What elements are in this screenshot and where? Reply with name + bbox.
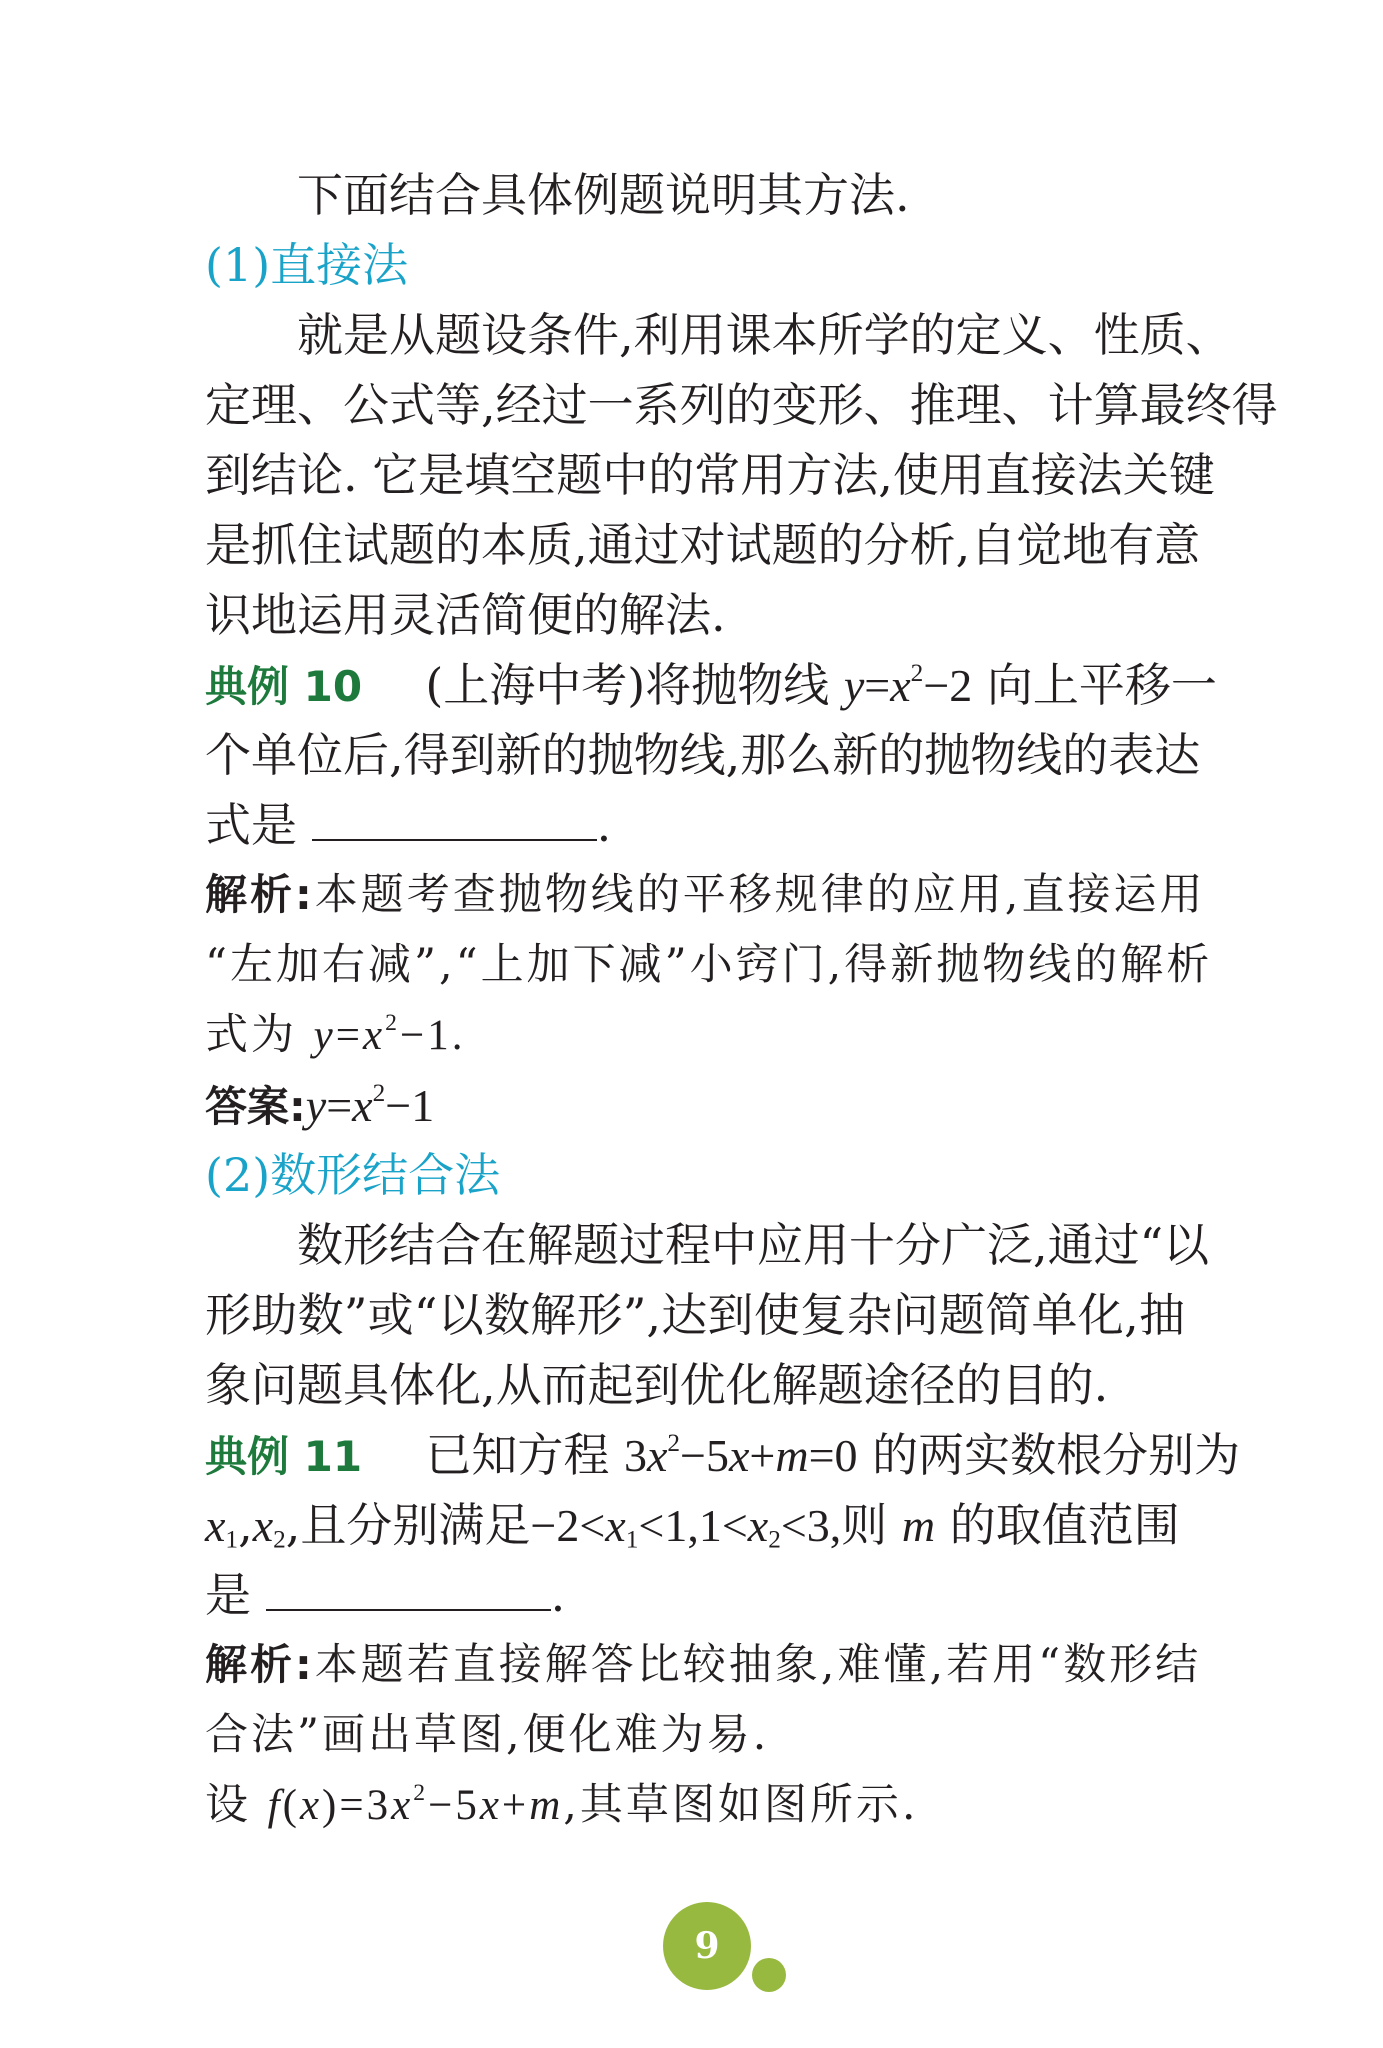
solution11-f: f — [267, 1782, 283, 1829]
solution11-exp: 2 — [413, 1780, 429, 1807]
example11-sub2: 2 — [273, 1525, 286, 1554]
example10-line3-text: 式是 — [205, 798, 297, 852]
section1-para-line: 到结论. 它是填空题中的常用方法,使用直接法关键 — [205, 448, 1215, 502]
solution10-line — [205, 860, 1206, 930]
example10-x: x — [890, 660, 911, 711]
example10-rest: 向上平移一 — [986, 658, 1217, 712]
example11-x1: x — [205, 1500, 226, 1551]
example11-cond-a: −2< — [530, 1500, 606, 1551]
example10-y: y — [843, 660, 865, 711]
solution11-paren-close: ) — [322, 1782, 340, 1829]
page-number-dot — [752, 1958, 786, 1992]
example10-eq: = — [864, 660, 891, 711]
solution10-text: 本题考查抛物线的平移规律的应用,直接运用 — [314, 870, 1206, 920]
example10-exp: 2 — [910, 658, 924, 687]
example11-minus5: −5 — [680, 1430, 729, 1481]
example10-tail: −2 — [923, 660, 973, 711]
example11-x1: x — [605, 1500, 626, 1551]
solution10-line: “左加右减”,“上加下减”小窍门,得新抛物线的解析 — [205, 940, 1213, 990]
solution10-eq: = — [335, 1012, 364, 1059]
solution11-paren-open: ( — [282, 1782, 300, 1829]
example11-exp: 2 — [667, 1428, 681, 1457]
example11-x: x — [728, 1430, 750, 1481]
answer-blank — [266, 1565, 551, 1611]
example11-x2: x — [252, 1500, 274, 1551]
solution11-eq: =3 — [339, 1782, 392, 1829]
solution10-line — [205, 1000, 1185, 1070]
solution10-tail: −1. — [399, 1012, 466, 1059]
example11-question-line — [205, 1490, 1185, 1560]
example10-question-line — [205, 650, 1217, 720]
solution11-label: 解析: — [205, 1640, 315, 1689]
solution11-post: ,其草图如图所示. — [563, 1780, 919, 1830]
answer10-eq: = — [326, 1080, 353, 1131]
answer10-tail: −1 — [385, 1080, 435, 1131]
solution11-pre: 设 — [205, 1780, 251, 1830]
example11-pre: 已知方程 — [425, 1428, 610, 1482]
solution10-x: x — [363, 1012, 386, 1059]
example11-cond-b: <1,1< — [638, 1500, 748, 1551]
section-heading-number-shape-method: (2)数形结合法 — [205, 1148, 501, 1202]
solution11-line — [205, 1630, 1202, 1700]
example10-question-line — [205, 790, 1185, 860]
example11-line3-text: 是 — [205, 1568, 251, 1622]
example11-x2: x — [747, 1500, 769, 1551]
page-number-badge: 9 — [663, 1902, 751, 1990]
example11-sub2: 2 — [768, 1525, 781, 1554]
example10-label: 典例 10 — [205, 662, 363, 711]
answer10-exp: 2 — [372, 1078, 386, 1107]
solution11-fx: x — [299, 1782, 323, 1829]
answer10-line — [205, 1070, 1185, 1140]
section1-para-line: 是抓住试题的本质,通过对试题的分析,自觉地有意 — [205, 518, 1201, 572]
example11-question-line — [205, 1560, 1185, 1630]
solution11-line: 合法”画出草图,便化难为易. — [205, 1710, 770, 1760]
example11-label: 典例 11 — [205, 1432, 363, 1481]
solution10-prefix: 式为 — [205, 1010, 297, 1060]
solution11-x2: x — [479, 1782, 502, 1829]
example11-tail: 的取值范围 — [949, 1498, 1180, 1552]
example10-period: . — [596, 798, 612, 852]
solution11-x: x — [391, 1782, 414, 1829]
solution10-exp: 2 — [385, 1010, 400, 1037]
solution11-text: 本题若直接解答比较抽象,难懂,若用“数形结 — [314, 1640, 1202, 1690]
intro-paragraph: 下面结合具体例题说明其方法. — [297, 168, 910, 222]
example11-question-line — [205, 1420, 1241, 1490]
example11-cond-c: <3,则 — [780, 1500, 888, 1551]
section1-para-line: 识地运用灵活简便的解法. — [205, 588, 726, 642]
example11-eq0: =0 — [808, 1430, 858, 1481]
solution11-plus: + — [501, 1782, 530, 1829]
example11-period: . — [550, 1568, 566, 1622]
example10-source: (上海中考)将抛物线 — [425, 658, 830, 712]
solution10-y: y — [313, 1012, 336, 1059]
example11-post: 的两实数根分别为 — [872, 1428, 1241, 1482]
answer-blank — [312, 795, 597, 841]
section1-para-line: 定理、公式等,经过一系列的变形、推理、计算最终得 — [205, 378, 1278, 432]
example11-sub1: 1 — [225, 1525, 239, 1554]
example11-cond-pre: ,且分别满足 — [285, 1498, 531, 1552]
example11-sub1: 1 — [625, 1525, 639, 1554]
solution11-m: m — [529, 1782, 564, 1829]
answer10-label: 答案: — [205, 1082, 306, 1131]
example11-plus: + — [749, 1430, 776, 1481]
example11-comma: , — [238, 1498, 253, 1552]
solution10-label: 解析: — [205, 870, 315, 919]
example11-m2: m — [901, 1500, 936, 1551]
section2-para-line: 形助数”或“以数解形”,达到使复杂问题简单化,抽 — [205, 1288, 1185, 1342]
section1-para-line: 就是从题设条件,利用课本所学的定义、性质、 — [297, 308, 1232, 362]
example11-m: m — [775, 1430, 809, 1481]
solution11-line — [205, 1770, 1185, 1840]
example11-x: x — [646, 1430, 668, 1481]
solution11-minus: −5 — [428, 1782, 480, 1829]
example10-question-line: 个单位后,得到新的抛物线,那么新的抛物线的表达 — [205, 728, 1201, 782]
section2-para-line: 象问题具体化,从而起到优化解题途径的目的. — [205, 1358, 1109, 1412]
answer10-x: x — [352, 1080, 373, 1131]
example11-coef: 3 — [623, 1430, 647, 1481]
section-heading-direct-method: (1)直接法 — [205, 238, 409, 292]
answer10-y: y — [305, 1080, 327, 1131]
section2-para-line: 数形结合在解题过程中应用十分广泛,通过“以 — [297, 1218, 1210, 1272]
